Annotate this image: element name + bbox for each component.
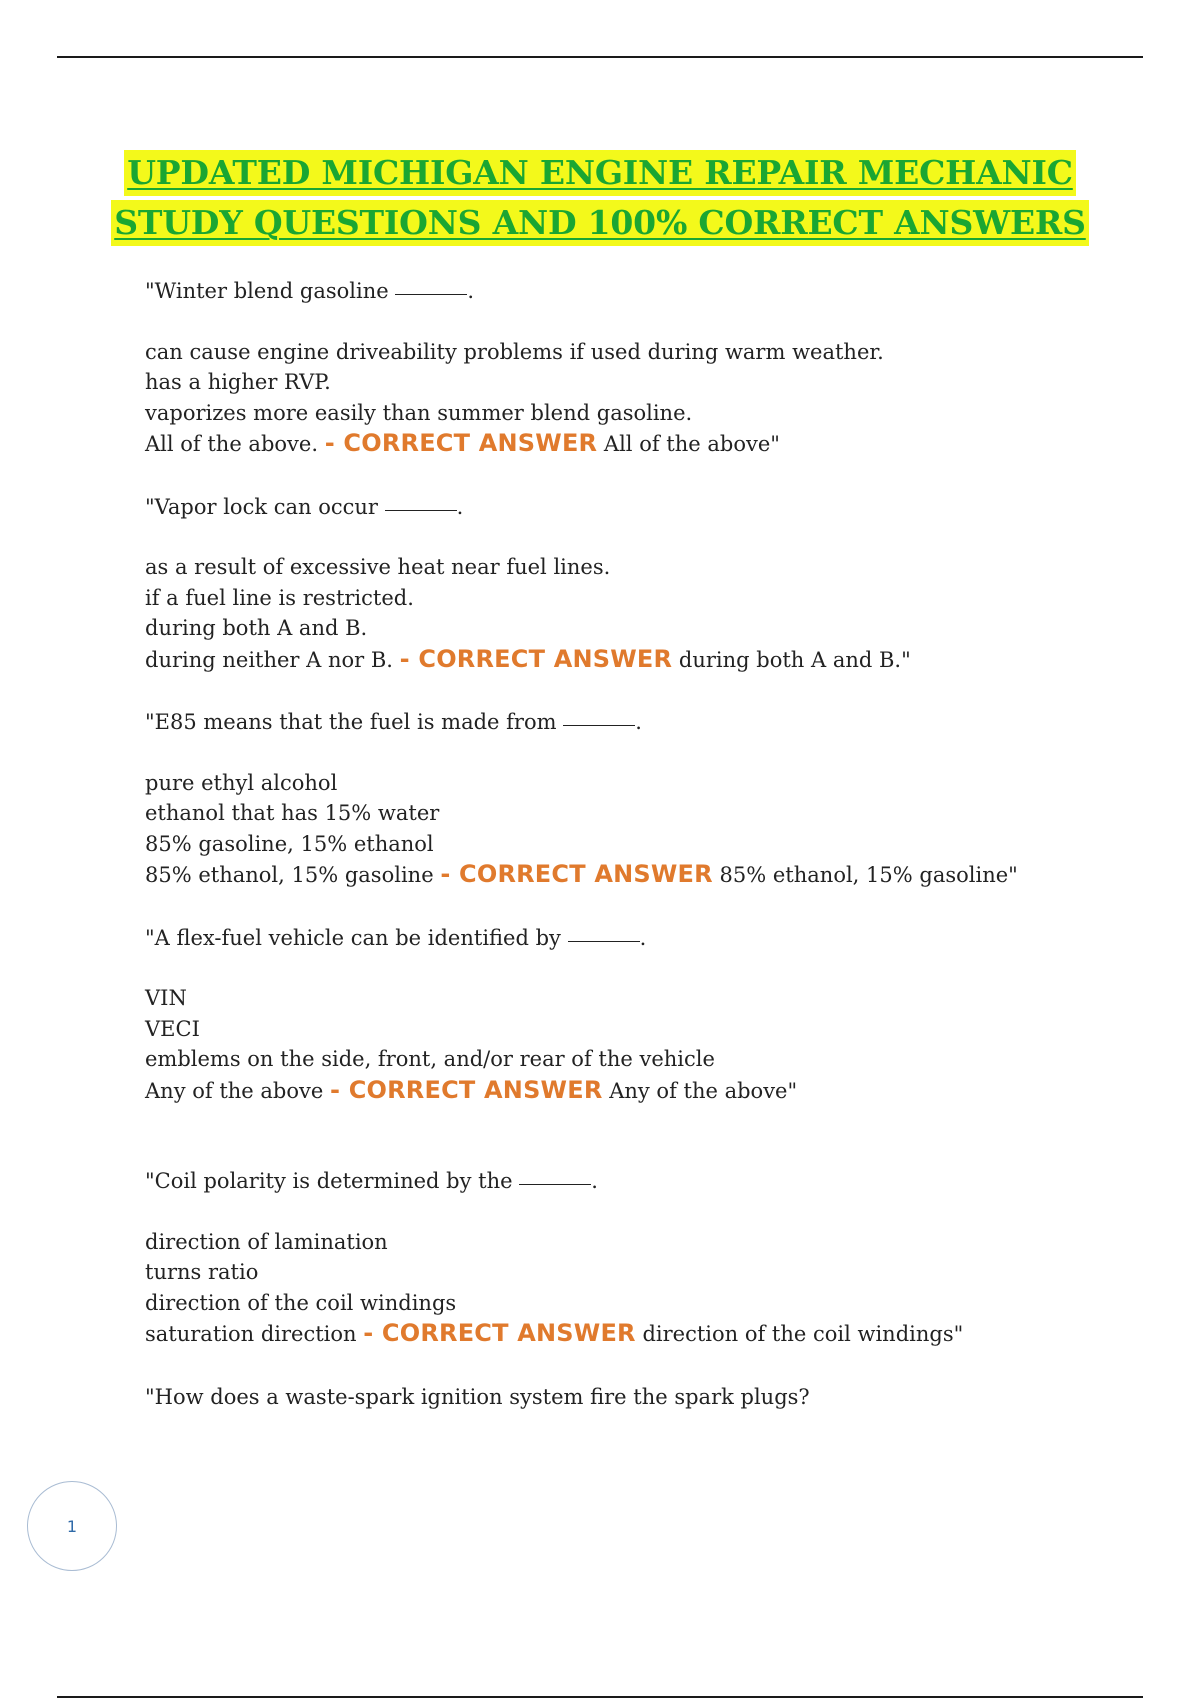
correct-answer-text: direction of the coil windings" bbox=[642, 1322, 964, 1346]
answer-blank bbox=[385, 509, 457, 511]
options-list bbox=[145, 983, 1045, 1106]
trailing-question: "How does a waste-spark ignition system fire the spark plugs? bbox=[145, 1384, 810, 1409]
options-list bbox=[145, 768, 1045, 891]
option: turns ratio bbox=[145, 1260, 259, 1284]
option: can cause engine driveability problems if used during warm weather. bbox=[145, 339, 884, 364]
correct-answer-label: - CORRECT ANSWER bbox=[324, 429, 598, 457]
title-line-2: STUDY QUESTIONS AND 100% CORRECT ANSWERS bbox=[111, 200, 1089, 246]
question-text: "Vapor lock can occur . bbox=[145, 494, 464, 519]
question-text: "E85 means that the fuel is made from . bbox=[145, 710, 642, 734]
answer-blank bbox=[568, 940, 640, 942]
options-list bbox=[145, 1227, 1045, 1350]
option: direction of lamination bbox=[145, 1229, 388, 1254]
options-list bbox=[145, 337, 1045, 460]
page-number: 1 bbox=[66, 1516, 78, 1536]
document-title bbox=[0, 150, 1200, 246]
option: VECI bbox=[145, 1016, 200, 1041]
answer-blank bbox=[519, 1183, 591, 1185]
correct-answer-text: All of the above" bbox=[603, 432, 780, 456]
option: has a higher RVP. bbox=[145, 370, 331, 394]
option-with-answer: during neither A nor B. - CORRECT ANSWER during both A and B." bbox=[145, 644, 911, 673]
question-block-1 bbox=[145, 276, 1045, 460]
option: during both A and B. bbox=[145, 616, 368, 640]
option: if a fuel line is restricted. bbox=[145, 585, 414, 610]
option: emblems on the side, front, and/or rear of the vehicle bbox=[145, 1047, 715, 1071]
document-body bbox=[145, 276, 1045, 1412]
option: direction of the coil windings bbox=[145, 1290, 457, 1315]
options-list bbox=[145, 552, 1045, 675]
option: as a result of excessive heat near fuel lines. bbox=[145, 555, 611, 579]
top-rule bbox=[57, 56, 1143, 58]
correct-answer-label: - CORRECT ANSWER bbox=[363, 1319, 636, 1347]
answer-blank bbox=[395, 293, 467, 295]
option: vaporizes more easily than summer blend gasoline. bbox=[145, 400, 693, 425]
correct-answer-label: - CORRECT ANSWER bbox=[329, 1075, 603, 1104]
question-block-2 bbox=[145, 492, 1045, 676]
correct-answer-label: - CORRECT ANSWER bbox=[399, 644, 673, 673]
correct-answer-label: - CORRECT ANSWER bbox=[440, 860, 713, 888]
option-with-answer: All of the above. - CORRECT ANSWER All of the above" bbox=[145, 429, 780, 457]
option: pure ethyl alcohol bbox=[145, 770, 338, 795]
question-block-5 bbox=[145, 1166, 1045, 1350]
correct-answer-text: during both A and B." bbox=[678, 647, 911, 672]
question-text: "A flex-fuel vehicle can be identified by . bbox=[145, 925, 647, 950]
correct-answer-text: Any of the above" bbox=[609, 1078, 798, 1103]
option: ethanol that has 15% water bbox=[145, 801, 440, 825]
option-with-answer: Any of the above - CORRECT ANSWER Any of the above" bbox=[145, 1075, 798, 1104]
option-with-answer: 85% ethanol, 15% gasoline - CORRECT ANSWER 85% ethanol, 15% gasoline" bbox=[145, 860, 1018, 888]
option: VIN bbox=[145, 986, 187, 1010]
question-block-4 bbox=[145, 923, 1045, 1107]
correct-answer-text: 85% ethanol, 15% gasoline" bbox=[719, 863, 1018, 887]
answer-blank bbox=[563, 724, 635, 726]
page-number-badge bbox=[27, 1481, 117, 1571]
bottom-rule bbox=[57, 1696, 1143, 1698]
title-line-1: UPDATED MICHIGAN ENGINE REPAIR MECHANIC bbox=[124, 150, 1076, 196]
option: 85% gasoline, 15% ethanol bbox=[145, 831, 434, 856]
option-with-answer: saturation direction - CORRECT ANSWER direction of the coil windings" bbox=[145, 1319, 964, 1347]
question-block-3 bbox=[145, 707, 1045, 891]
question-text: "Coil polarity is determined by the . bbox=[145, 1169, 598, 1193]
question-text: "Winter blend gasoline . bbox=[145, 279, 475, 303]
